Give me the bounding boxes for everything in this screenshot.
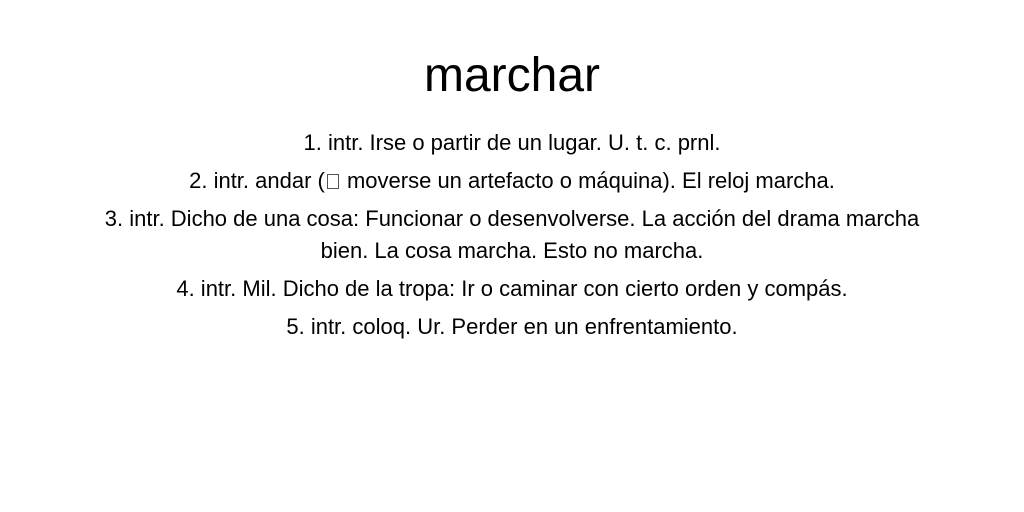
- sense-1: 1. intr. Irse o partir de un lugar. U. t. c. prnl.: [303, 130, 721, 155]
- sense-3: 3. intr. Dicho de una cosa: Funcionar o desenvolverse. La acción del drama marcha bien. La cosa marcha. Esto no marcha.: [104, 206, 920, 263]
- sense-2-text-before: 2. intr. andar (: [189, 168, 325, 193]
- sense-list: [0, 127, 1024, 343]
- sense-5: 5. intr. coloq. Ur. Perder en un enfrentamiento.: [286, 314, 738, 339]
- missing-glyph-icon: [327, 174, 339, 189]
- headword: marchar: [423, 49, 601, 102]
- sense-4: 4. intr. Mil. Dicho de la tropa: Ir o caminar con cierto orden y compás.: [176, 276, 848, 301]
- sense-2: [82, 165, 942, 197]
- sense-2-text-after: moverse un artefacto o máquina). El reloj marcha.: [340, 168, 835, 193]
